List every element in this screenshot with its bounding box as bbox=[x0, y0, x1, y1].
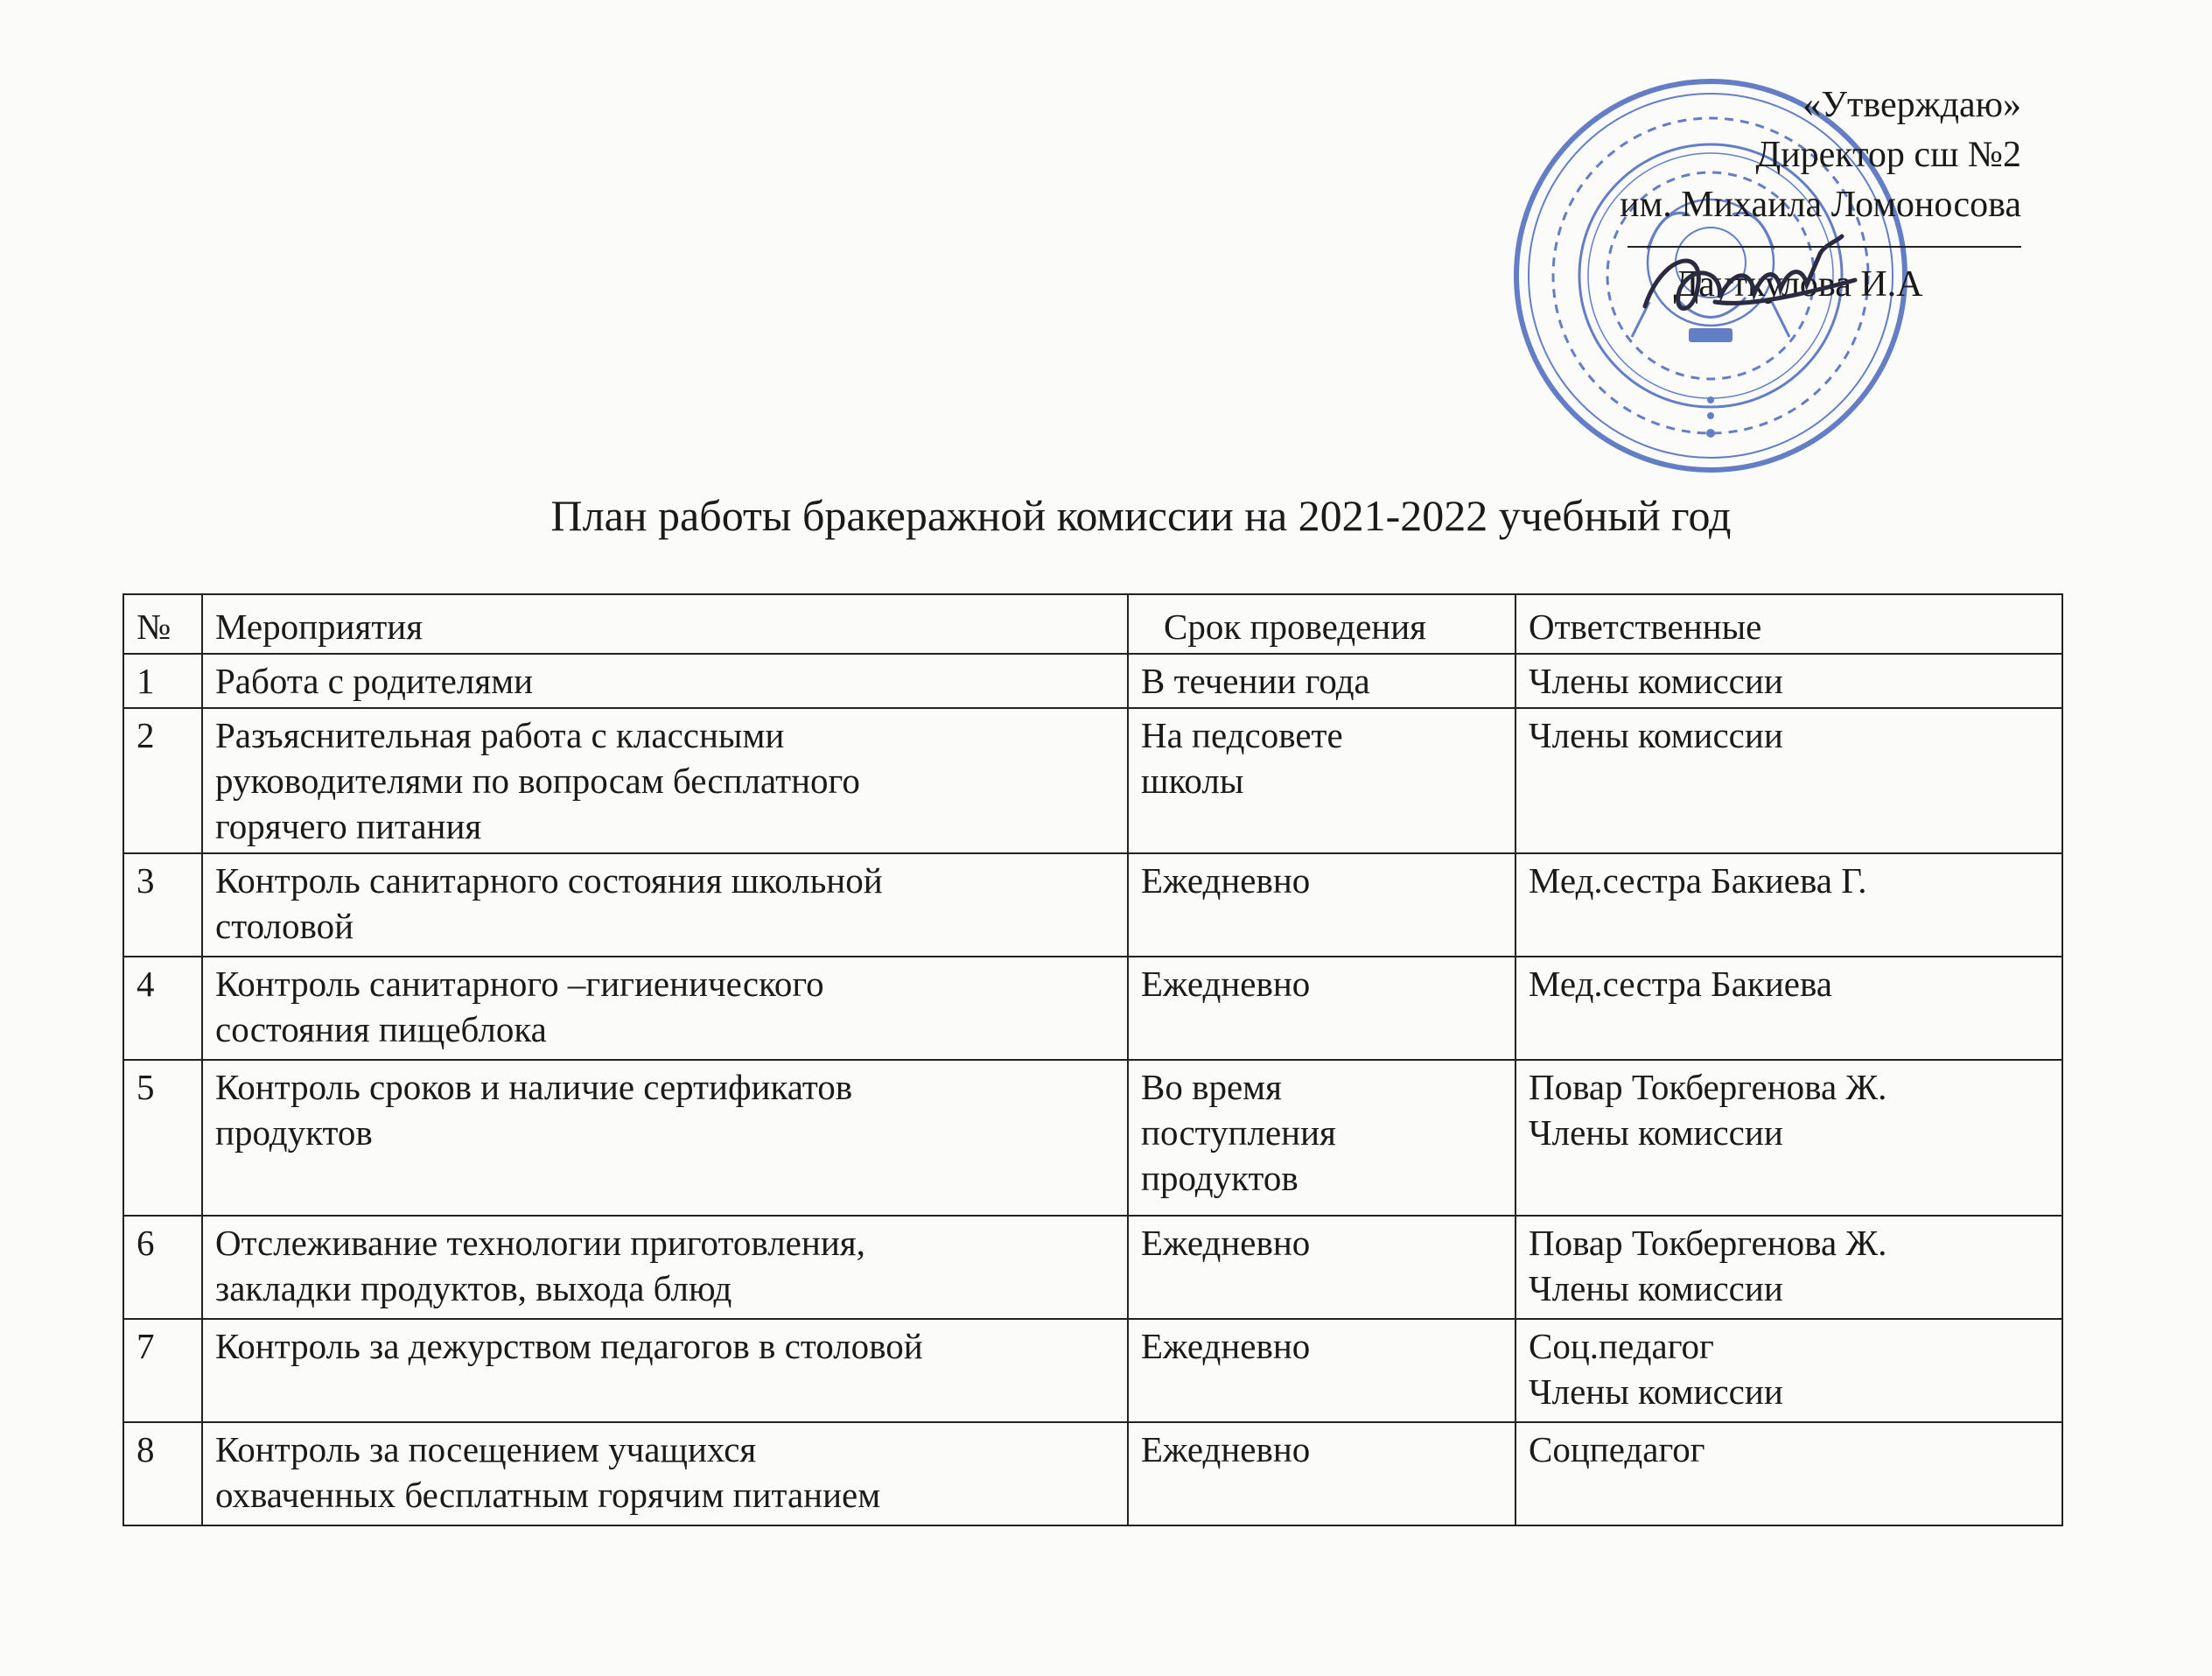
table-header-row bbox=[123, 594, 2062, 654]
row-responsible bbox=[1516, 1216, 2062, 1319]
row-number: 5 bbox=[123, 1060, 202, 1216]
table-row bbox=[123, 654, 2062, 708]
row-event-line: охваченных бесплатным горячим питанием bbox=[215, 1475, 881, 1515]
row-term-line: Ежедневно bbox=[1141, 860, 1311, 901]
row-term-line: На педсовете bbox=[1141, 715, 1343, 755]
header-term: Срок проведения bbox=[1128, 594, 1516, 654]
row-responsible bbox=[1516, 654, 2062, 708]
row-term bbox=[1128, 957, 1516, 1060]
table-row bbox=[123, 853, 2062, 957]
row-event bbox=[202, 708, 1128, 853]
row-number: 4 bbox=[123, 957, 202, 1060]
table-body bbox=[123, 654, 2062, 1525]
row-event-line: Разъяснительная работа с классными bbox=[215, 715, 785, 755]
table-row bbox=[123, 1060, 2062, 1216]
page-title: План работы бракеражной комиссии на 2021-2022 учебный год bbox=[550, 491, 1732, 540]
row-event-line: Контроль за посещением учащихся bbox=[215, 1429, 757, 1469]
row-responsible-line: Повар Токбергенова Ж. bbox=[1529, 1067, 1887, 1107]
row-term bbox=[1128, 853, 1516, 957]
row-event bbox=[202, 654, 1128, 708]
row-event bbox=[202, 853, 1128, 957]
row-term bbox=[1128, 1422, 1516, 1525]
table-row bbox=[123, 708, 2062, 853]
row-event-line: руководителями по вопросам бесплатного bbox=[215, 761, 860, 801]
row-term bbox=[1128, 708, 1516, 853]
row-number: 6 bbox=[123, 1216, 202, 1319]
signature-icon bbox=[1610, 219, 1872, 341]
row-event-line: продуктов bbox=[215, 1112, 373, 1153]
row-responsible bbox=[1516, 708, 2062, 853]
row-term-line: поступления bbox=[1141, 1112, 1336, 1153]
row-responsible bbox=[1516, 1060, 2062, 1216]
header-number: № bbox=[123, 594, 202, 654]
row-responsible bbox=[1516, 957, 2062, 1060]
row-term bbox=[1128, 1216, 1516, 1319]
row-number: 7 bbox=[123, 1319, 202, 1422]
header-responsible: Ответственные bbox=[1516, 594, 2062, 654]
approval-label: «Утверждаю» bbox=[1802, 85, 2021, 125]
row-event-line: Отслеживание технологии приготовления, bbox=[215, 1223, 865, 1263]
row-responsible-line: Соцпедагог bbox=[1529, 1429, 1705, 1469]
row-responsible-line: Члены комиссии bbox=[1529, 1112, 1783, 1153]
row-event-line: столовой bbox=[215, 906, 354, 946]
row-term-line: продуктов bbox=[1141, 1158, 1298, 1198]
row-number: 2 bbox=[123, 708, 202, 853]
row-responsible-line: Члены комиссии bbox=[1529, 715, 1783, 755]
row-number: 8 bbox=[123, 1422, 202, 1525]
row-responsible-line: Мед.сестра Бакиева Г. bbox=[1529, 860, 1867, 901]
row-responsible-line: Члены комиссии bbox=[1529, 1371, 1783, 1412]
row-responsible bbox=[1516, 1422, 2062, 1525]
header-event: Мероприятия bbox=[202, 594, 1128, 654]
row-event-line: горячего питания bbox=[215, 806, 482, 846]
row-term-line: Во время bbox=[1141, 1067, 1282, 1107]
row-term-line: В течении года bbox=[1141, 661, 1370, 701]
approval-name: Дауткулова И.А bbox=[1673, 264, 1923, 305]
row-event bbox=[202, 1216, 1128, 1319]
row-responsible bbox=[1516, 853, 2062, 957]
row-event-line: состояния пищеблока bbox=[215, 1009, 547, 1049]
row-event bbox=[202, 1060, 1128, 1216]
row-responsible-line: Соц.педагог bbox=[1529, 1326, 1714, 1366]
row-event-line: Контроль сроков и наличие сертификатов bbox=[215, 1067, 853, 1107]
row-responsible-line: Члены комиссии bbox=[1529, 661, 1783, 701]
row-responsible-line: Члены комиссии bbox=[1529, 1268, 1783, 1308]
row-term-line: Ежедневно bbox=[1141, 1223, 1311, 1263]
row-event-line: Контроль за дежурством педагогов в столовой bbox=[215, 1326, 923, 1366]
row-term bbox=[1128, 1319, 1516, 1422]
row-number: 1 bbox=[123, 654, 202, 708]
table-row bbox=[123, 1319, 2062, 1422]
row-event bbox=[202, 1319, 1128, 1422]
approval-position: Директор сш №2 bbox=[1755, 135, 2021, 175]
row-term-line: Ежедневно bbox=[1141, 964, 1311, 1004]
row-event bbox=[202, 957, 1128, 1060]
plan-table bbox=[122, 593, 2063, 1526]
row-event-line: закладки продуктов, выхода блюд bbox=[215, 1268, 732, 1308]
table-row bbox=[123, 1216, 2062, 1319]
row-responsible bbox=[1516, 1319, 2062, 1422]
row-term-line: школы bbox=[1141, 761, 1244, 801]
table-row bbox=[123, 1422, 2062, 1525]
row-term-line: Ежедневно bbox=[1141, 1429, 1311, 1469]
row-term bbox=[1128, 1060, 1516, 1216]
row-term-line: Ежедневно bbox=[1141, 1326, 1311, 1366]
row-responsible-line: Мед.сестра Бакиева bbox=[1529, 964, 1832, 1004]
row-responsible-line: Повар Токбергенова Ж. bbox=[1529, 1223, 1887, 1263]
approval-school: им. Михаила Ломоносова bbox=[1620, 185, 2021, 225]
row-event bbox=[202, 1422, 1128, 1525]
row-number: 3 bbox=[123, 853, 202, 957]
row-event-line: Контроль санитарного –гигиенического bbox=[215, 964, 824, 1004]
row-event-line: Работа с родителями bbox=[215, 661, 534, 701]
table-row bbox=[123, 957, 2062, 1060]
row-event-line: Контроль санитарного состояния школьной bbox=[215, 860, 883, 901]
row-term bbox=[1128, 654, 1516, 708]
